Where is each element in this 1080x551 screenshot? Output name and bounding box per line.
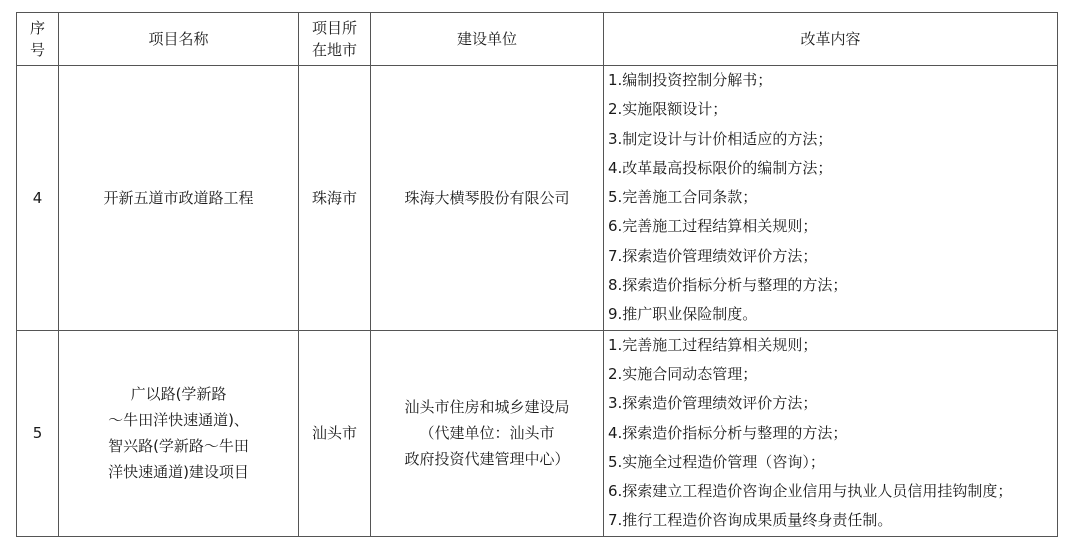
content-item: 2.实施合同动态管理； <box>608 364 758 383</box>
project-name-line: 广以路(学新路 <box>130 385 227 404</box>
row-unit <box>371 66 604 331</box>
header-city <box>299 13 371 66</box>
content-item: 1.完善施工过程结算相关规则； <box>608 335 818 354</box>
row-content <box>604 330 1058 536</box>
content-item: 3.探索造价管理绩效评价方法； <box>608 394 818 413</box>
content-item: 6.完善施工过程结算相关规则； <box>608 217 818 236</box>
content-item: 7.探索造价管理绩效评价方法； <box>608 246 818 265</box>
content-item: 7.推行工程造价咨询成果质量终身责任制。 <box>608 511 893 530</box>
unit-line: 汕头市住房和城乡建设局 <box>404 398 570 417</box>
content-item: 5.完善施工合同条款； <box>608 188 758 207</box>
unit-line: 珠海大横琴股份有限公司 <box>404 188 570 207</box>
row-city: 汕头市 <box>299 330 371 536</box>
project-name-line: 智兴路(学新路～牛田 <box>108 437 249 456</box>
row-content <box>604 66 1058 331</box>
row-seq: 4 <box>17 66 59 331</box>
unit-line: 政府投资代建管理中心） <box>404 450 570 469</box>
content-item: 9.推广职业保险制度。 <box>608 305 758 324</box>
header-seq-line: 序 <box>29 19 45 37</box>
content-item: 6.探索建立工程造价咨询企业信用与执业人员信用挂钩制度； <box>608 482 1013 501</box>
header-content: 改革内容 <box>604 13 1058 66</box>
project-name-line: 开新五道市政道路工程 <box>103 188 254 207</box>
header-seq <box>17 13 59 66</box>
project-name-line: 洋快速通道)建设项目 <box>108 463 249 482</box>
project-name-line: ～牛田洋快速通道)、 <box>108 411 249 430</box>
content-item: 4.探索造价指标分析与整理的方法； <box>608 423 848 442</box>
header-unit: 建设单位 <box>371 13 604 66</box>
table-header-row <box>17 13 1058 66</box>
row-project-name <box>59 330 299 536</box>
table-row <box>17 66 1058 331</box>
row-project-name <box>59 66 299 331</box>
content-item: 5.实施全过程造价管理（咨询）； <box>608 452 825 471</box>
header-seq-line: 号 <box>29 41 45 59</box>
table-row <box>17 330 1058 536</box>
row-seq: 5 <box>17 330 59 536</box>
content-item: 4.改革最高投标限价的编制方法； <box>608 158 833 177</box>
header-city-line: 项目所 <box>311 19 357 37</box>
row-unit <box>371 330 604 536</box>
content-item: 8.探索造价指标分析与整理的方法； <box>608 276 848 295</box>
header-project-name: 项目名称 <box>59 13 299 66</box>
row-city: 珠海市 <box>299 66 371 331</box>
reform-projects-table <box>16 12 1058 537</box>
content-item: 2.实施限额设计； <box>608 100 728 119</box>
unit-line: （代建单位：汕头市 <box>419 424 555 443</box>
header-city-line: 在地市 <box>311 41 357 59</box>
content-item: 1.编制投资控制分解书； <box>608 71 773 89</box>
content-item: 3.制定设计与计价相适应的方法； <box>608 129 833 148</box>
